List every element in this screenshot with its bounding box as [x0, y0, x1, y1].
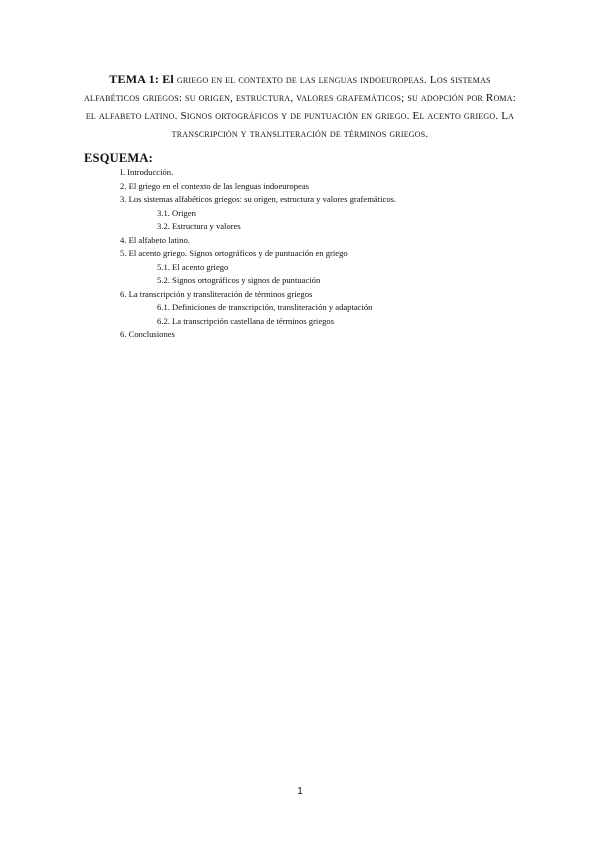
outline-item: 6.1. Definiciones de transcripción, transliteración y adaptación [157, 302, 373, 312]
page-number: 1 [297, 786, 303, 797]
outline-item: 5.1. El acento griego [157, 261, 229, 272]
outline-item: 6. La transcripción y transliteración de términos griegos [120, 288, 313, 299]
outline-list [0, 166, 600, 342]
schema-heading: ESQUEMA: [84, 151, 153, 165]
outline-item: 4. El alfabeto latino. [120, 234, 190, 245]
outline-item: 5. El acento griego. Signos ortográficos y de puntuación en griego [120, 248, 348, 258]
outline-item: 6. Conclusiones [120, 329, 175, 339]
outline-item: I. Introducción. [120, 167, 174, 177]
outline-item: 5.2. Signos ortográficos y signos de puntuación [157, 275, 321, 285]
outline-item: 3. Los sistemas alfabéticos griegos: su origen, estructura y valores grafemáticos. [120, 194, 397, 204]
title-rest: griego en el contexto de las lenguas indoeuropeas. Los sistemas alfabéticos griegos: su origen, estructura, valores grafemáticos; su adopción por Roma: el alfabeto latino. Signos ortográficos y de puntuación en griego. El acento griego. La transcripción y transliteración de términos griegos. [84, 74, 516, 140]
outline-item: 6.2. La transcripción castellana de términos griegos [157, 315, 335, 326]
outline-item: 3.2. Estructura y valores [157, 221, 241, 231]
outline-item: 2. El griego en el contexto de las lenguas indoeuropeas [120, 180, 310, 191]
outline-item: 3.1. Origen [157, 207, 196, 218]
title-lead: TEMA 1: El [109, 72, 174, 86]
document-title [80, 70, 520, 143]
